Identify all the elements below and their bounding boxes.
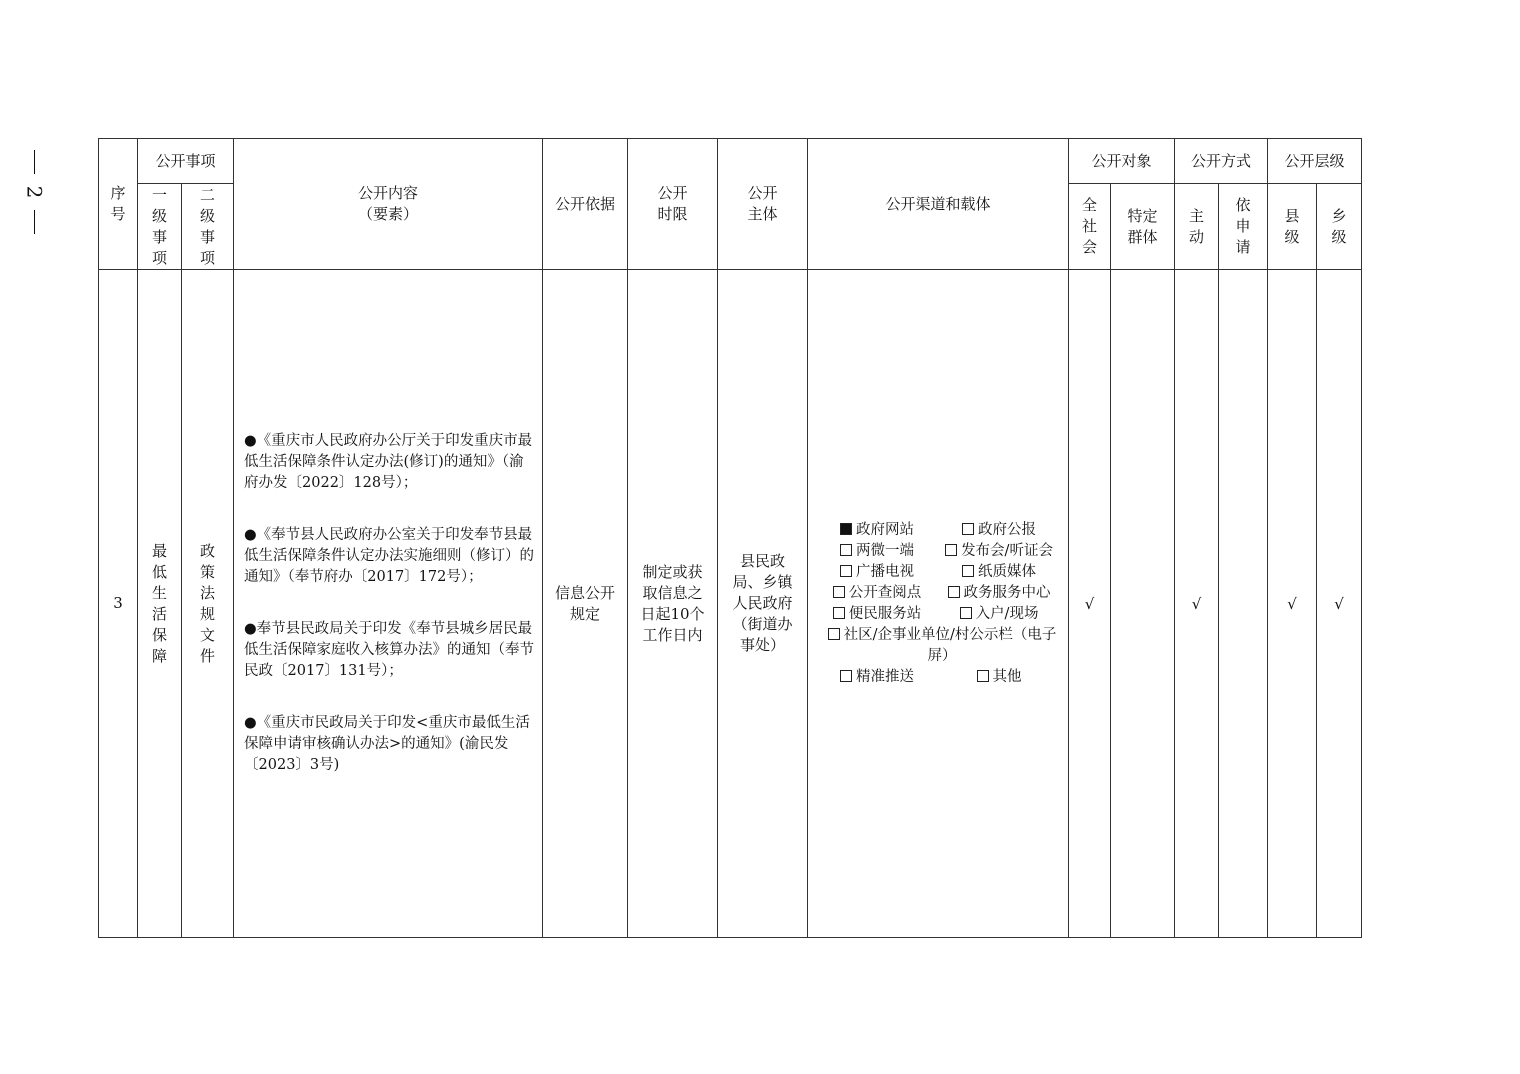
- row-content: [234, 270, 543, 938]
- channel-option: [820, 667, 934, 688]
- channel-option: [820, 625, 1064, 667]
- channel-option: [820, 541, 934, 562]
- channel-option-label: 社区/企事业单位/村公示栏（电子屏）: [843, 626, 1057, 664]
- page-number-dash-top: [34, 150, 35, 174]
- row-target-all: √: [1069, 270, 1111, 938]
- header-content: 公开内容 （要素）: [234, 139, 543, 270]
- channel-option: [934, 667, 1064, 688]
- channel-option: [934, 541, 1064, 562]
- row-level1: 最低生活保障: [138, 270, 182, 938]
- channel-option-label: 入户/现场: [975, 605, 1039, 622]
- channel-option: [934, 562, 1064, 583]
- unchecked-box-icon: [977, 670, 989, 682]
- disclosure-table: [98, 138, 1362, 938]
- channel-option: [820, 520, 934, 541]
- unchecked-box-icon: [828, 628, 840, 640]
- channel-option-label: 便民服务站: [848, 605, 922, 622]
- page-number-dash-bottom: [34, 210, 35, 234]
- header-target-all: 全社会: [1069, 184, 1111, 270]
- channel-option: [820, 583, 934, 604]
- content-item: ●《重庆市民政局关于印发<重庆市最低生活保障申请审核确认办法>的通知》(渝民发〔2023〕3号): [244, 715, 530, 773]
- header-level-town: 乡级: [1317, 184, 1362, 270]
- header-target-specific: 特定群体: [1111, 184, 1175, 270]
- unchecked-box-icon: [962, 523, 974, 535]
- row-target-specific: [1111, 270, 1175, 938]
- channel-list: [820, 520, 1068, 688]
- header-basis: 公开依据: [543, 139, 628, 270]
- header-level-group: 公开层级: [1268, 139, 1362, 184]
- unchecked-box-icon: [948, 586, 960, 598]
- channel-option-label: 精准推送: [856, 668, 915, 685]
- unchecked-box-icon: [833, 586, 845, 598]
- row-basis: 信息公开规定: [543, 270, 628, 938]
- row-level-town: √: [1317, 270, 1362, 938]
- row-time-limit: 制定或获取信息之日起10个工作日内: [628, 270, 718, 938]
- unchecked-box-icon: [840, 544, 852, 556]
- row-method-active: √: [1175, 270, 1219, 938]
- header-subject: 公开 主体: [718, 139, 808, 270]
- channel-option-label: 公开查阅点: [848, 584, 922, 601]
- unchecked-box-icon: [945, 544, 957, 556]
- row-method-apply: [1219, 270, 1268, 938]
- channel-option-label: 其他: [992, 668, 1022, 685]
- row-level2: 政策法规文件: [182, 270, 234, 938]
- row-level-county: √: [1268, 270, 1317, 938]
- channel-option: [934, 604, 1064, 625]
- channel-option-label: 广播电视: [856, 563, 915, 580]
- channel-option-label: 纸质媒体: [978, 563, 1037, 580]
- channel-option-label: 政务服务中心: [963, 584, 1051, 601]
- row-seq: 3: [99, 270, 138, 938]
- header-method-apply: 依申请: [1219, 184, 1268, 270]
- unchecked-box-icon: [840, 565, 852, 577]
- channel-option: [820, 604, 934, 625]
- row-subject: 县民政局、乡镇人民政府（街道办事处）: [718, 270, 808, 938]
- unchecked-box-icon: [840, 670, 852, 682]
- channel-option-label: 两微一端: [856, 542, 915, 559]
- header-level1: 一级事项: [138, 184, 182, 270]
- unchecked-box-icon: [960, 607, 972, 619]
- channel-option: [934, 583, 1064, 604]
- header-target-group: 公开对象: [1069, 139, 1175, 184]
- channel-option-label: 政府公报: [978, 521, 1037, 538]
- channel-option: [820, 562, 934, 583]
- header-level-county: 县级: [1268, 184, 1317, 270]
- checked-box-icon: [840, 523, 852, 535]
- channel-option: [934, 520, 1064, 541]
- header-time-limit: 公开 时限: [628, 139, 718, 270]
- page-number: [22, 150, 46, 234]
- channel-option-label: 政府网站: [856, 521, 915, 538]
- header-seq: 序号: [99, 139, 138, 270]
- page-number-text: 2: [21, 185, 46, 199]
- header-channels: 公开渠道和载体: [808, 139, 1069, 270]
- content-item: ●奉节县民政局关于印发《奉节县城乡居民最低生活保障家庭收入核算办法》的通知（奉节民政〔2017〕131号）；: [244, 621, 535, 679]
- channel-option-label: 发布会/听证会: [961, 542, 1053, 559]
- unchecked-box-icon: [833, 607, 845, 619]
- content-item: ●《重庆市人民政府办公厅关于印发重庆市最低生活保障条件认定办法(修订)的通知》（渝府办发〔2022〕128号）；: [244, 433, 533, 491]
- header-method-group: 公开方式: [1175, 139, 1268, 184]
- header-level2: 二级事项: [182, 184, 234, 270]
- header-method-active: 主动: [1175, 184, 1219, 270]
- header-matter-group: 公开事项: [138, 139, 234, 184]
- content-item: ●《奉节县人民政府办公室关于印发奉节县最低生活保障条件认定办法实施细则（修订）的通知》（奉节府办〔2017〕172号）；: [244, 527, 535, 585]
- row-channels: [808, 270, 1069, 938]
- unchecked-box-icon: [962, 565, 974, 577]
